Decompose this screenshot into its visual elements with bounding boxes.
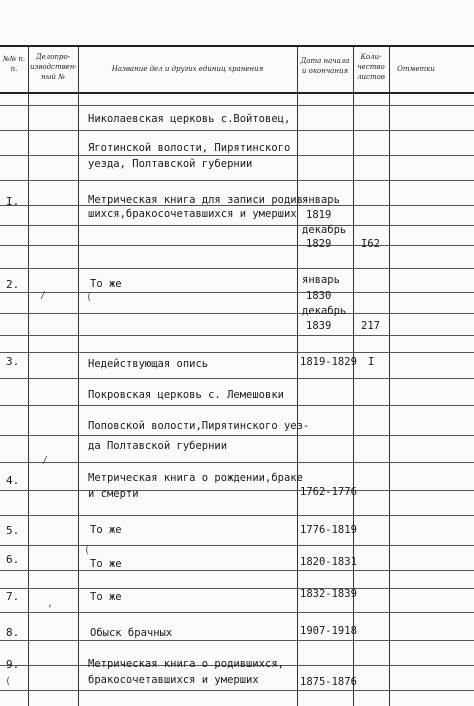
row-count: 217 (361, 320, 380, 332)
column-rule (389, 46, 390, 706)
pencil-mark: ( (5, 676, 12, 687)
row-rule (0, 405, 474, 406)
row-number: 9. (6, 658, 20, 671)
row-title: и смерти (88, 488, 139, 500)
row-rule (0, 105, 474, 106)
row-rule (0, 435, 474, 436)
row-rule (0, 313, 474, 314)
row-number: 6. (6, 553, 20, 566)
header-col-office-num: Делопро- изводствен- ный № (30, 53, 77, 81)
pencil-mark: / (42, 455, 49, 466)
row-number: 5. (6, 524, 20, 537)
section-heading: Поповской волости,Пирятинского уез- (88, 420, 310, 432)
row-dates: 1819-1829 (300, 356, 357, 368)
row-dates: 1762-1776 (300, 486, 357, 498)
row-rule (0, 268, 474, 269)
header-bottom-rule (0, 92, 474, 94)
row-number: I. (6, 195, 20, 208)
header-col-title: Название дел и других единиц хранения (111, 65, 264, 73)
row-rule (0, 588, 474, 589)
row-rule (0, 690, 474, 691)
row-dates: 1907-1918 (300, 625, 357, 637)
pencil-mark: , (47, 598, 54, 609)
row-rule (0, 545, 474, 546)
row-rule (0, 245, 474, 246)
section-heading: да Полтавской губернии (88, 440, 228, 452)
row-title: То же (90, 278, 122, 290)
row-date: январь (302, 194, 340, 206)
row-date: декабрь (302, 305, 347, 317)
row-title: Недействующая опись (88, 358, 209, 370)
row-date: январь (302, 274, 340, 286)
row-date: 1830 (306, 290, 332, 302)
row-dates: 1820-1831 (300, 556, 357, 568)
section-heading: Яготинской волости, Пирятинского (88, 142, 291, 154)
row-date: 1819 (306, 209, 332, 221)
column-rule (353, 46, 354, 706)
row-date: декабрь (302, 224, 347, 236)
row-title: То же (90, 558, 122, 570)
row-dates: 1832-1839 (300, 588, 357, 600)
section-heading: уезда, Полтавской губернии (88, 158, 253, 170)
header-col-count: Коли- чество листов (357, 53, 385, 81)
column-rule (78, 46, 79, 706)
pencil-mark: ( (84, 545, 91, 556)
row-rule (0, 130, 474, 131)
row-date: 1839 (306, 320, 332, 332)
row-rule (0, 612, 474, 613)
row-number: 7. (6, 590, 20, 603)
pencil-mark: ( (86, 292, 93, 303)
row-rule (0, 225, 474, 226)
row-title: То же (90, 591, 122, 603)
row-count: I62 (361, 238, 380, 250)
row-title: Метрическая книга о родившихся, (88, 658, 284, 670)
row-rule (0, 490, 474, 491)
section-heading: Николаевская церковь с.Войтовец, (88, 113, 291, 125)
row-rule (0, 352, 474, 353)
row-count: I (368, 356, 375, 368)
row-title: Метрическая книга для записи родив- (88, 194, 310, 206)
row-rule (0, 570, 474, 571)
column-rule (297, 46, 298, 706)
row-rule (0, 335, 474, 336)
row-number: 3. (6, 355, 20, 368)
row-rule (0, 378, 474, 379)
header-col-dates: Дата начала и окончания (300, 57, 350, 75)
row-rule (0, 515, 474, 516)
row-dates: 1875-1876 (300, 676, 357, 688)
row-rule (0, 155, 474, 156)
row-title: бракосочетавшихся и умерших (88, 674, 259, 686)
row-rule (0, 292, 474, 293)
row-title: Метрическая книга о рождении,браке (88, 472, 303, 484)
header-top-rule (0, 45, 474, 47)
row-title: То же (90, 524, 122, 536)
section-heading: Покровская церковь с. Лемешовки (88, 389, 284, 401)
row-number: 2. (6, 278, 20, 291)
row-title: Обыск брачных (90, 627, 173, 639)
row-dates: 1776-1819 (300, 524, 357, 536)
row-date: 1829 (306, 238, 332, 250)
row-number: 4. (6, 474, 20, 487)
row-number: 8. (6, 626, 20, 639)
row-rule (0, 180, 474, 181)
row-rule (0, 462, 474, 463)
header-col-notes: Отметки (397, 65, 435, 73)
header-col-num: №№ п. п. (2, 55, 26, 73)
row-rule (0, 640, 474, 641)
column-rule (28, 46, 29, 706)
pencil-mark: / (40, 290, 47, 301)
row-title: шихся,бракосочетавшихся и умерших (88, 208, 297, 220)
